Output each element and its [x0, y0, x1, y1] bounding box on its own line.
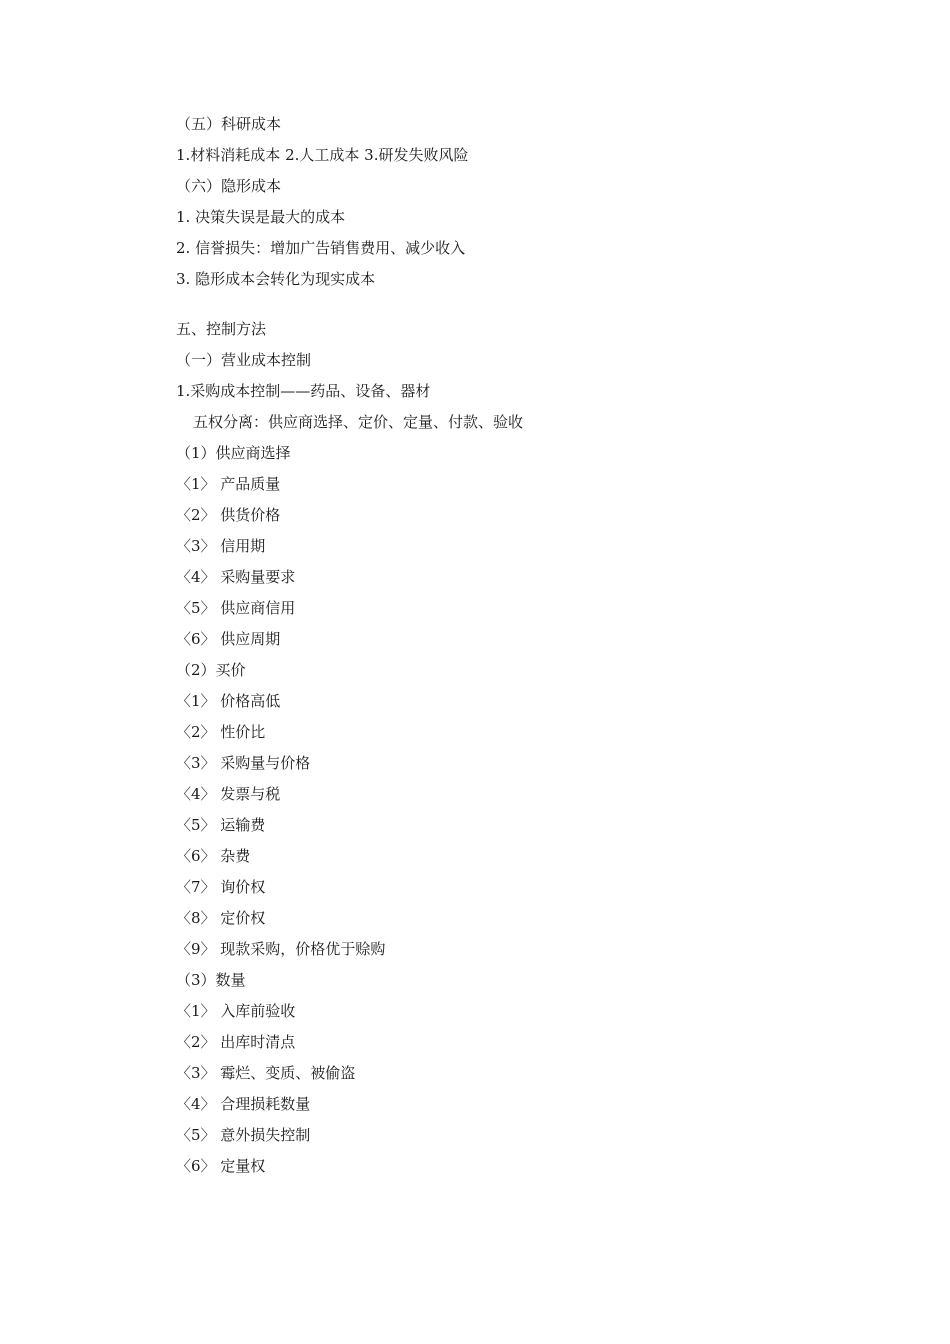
hidden-cost-item-3: 3. 隐形成本会转化为现实成本 — [176, 270, 376, 288]
list-item: 〈6〉 供应周期 — [176, 630, 281, 648]
list-item: 〈7〉 询价权 — [176, 878, 266, 896]
list-item: 〈2〉 性价比 — [176, 723, 266, 741]
list-item: 〈3〉 霉烂、变质、被偷盗 — [176, 1064, 356, 1082]
list-item: 〈9〉 现款采购，价格优于赊购 — [176, 940, 386, 958]
list-item: 〈3〉 信用期 — [176, 537, 266, 555]
list-item: 〈6〉 定量权 — [176, 1157, 266, 1175]
list-item: 〈4〉 采购量要求 — [176, 568, 296, 586]
research-cost-items: 1.材料消耗成本 2.人工成本 3.研发失败风险 — [176, 146, 469, 164]
list-item: 〈2〉 供货价格 — [176, 506, 281, 524]
list-item: 〈3〉 采购量与价格 — [176, 754, 311, 772]
list-item: 〈4〉 合理损耗数量 — [176, 1095, 311, 1113]
heading-research-cost: （五）科研成本 — [176, 115, 282, 133]
subheading-quantity: （3）数量 — [176, 971, 246, 989]
hidden-cost-item-1: 1. 决策失误是最大的成本 — [176, 208, 346, 226]
subheading-purchase-price: （2）买价 — [176, 661, 246, 679]
list-item: 〈8〉 定价权 — [176, 909, 266, 927]
subheading-supplier-selection: （1）供应商选择 — [176, 444, 291, 462]
list-item: 〈6〉 杂费 — [176, 847, 251, 865]
heading-hidden-cost: （六）隐形成本 — [176, 177, 282, 195]
list-item: 〈1〉 产品质量 — [176, 475, 281, 493]
list-item: 〈1〉 价格高低 — [176, 692, 281, 710]
list-item: 〈5〉 意外损失控制 — [176, 1126, 311, 1144]
list-item: 〈4〉 发票与税 — [176, 785, 281, 803]
five-powers-separation: 五权分离：供应商选择、定价、定量、付款、验收 — [193, 413, 524, 431]
hidden-cost-item-2: 2. 信誉损失：增加广告销售费用、减少收入 — [176, 239, 466, 257]
section-heading-control-methods: 五、控制方法 — [176, 320, 267, 338]
procurement-cost-control: 1.采购成本控制——药品、设备、器材 — [176, 382, 431, 400]
list-item: 〈2〉 出库时清点 — [176, 1033, 296, 1051]
list-item: 〈5〉 运输费 — [176, 816, 266, 834]
heading-operating-cost-control: （一）营业成本控制 — [176, 351, 312, 369]
list-item: 〈5〉 供应商信用 — [176, 599, 296, 617]
list-item: 〈1〉 入库前验收 — [176, 1002, 296, 1020]
